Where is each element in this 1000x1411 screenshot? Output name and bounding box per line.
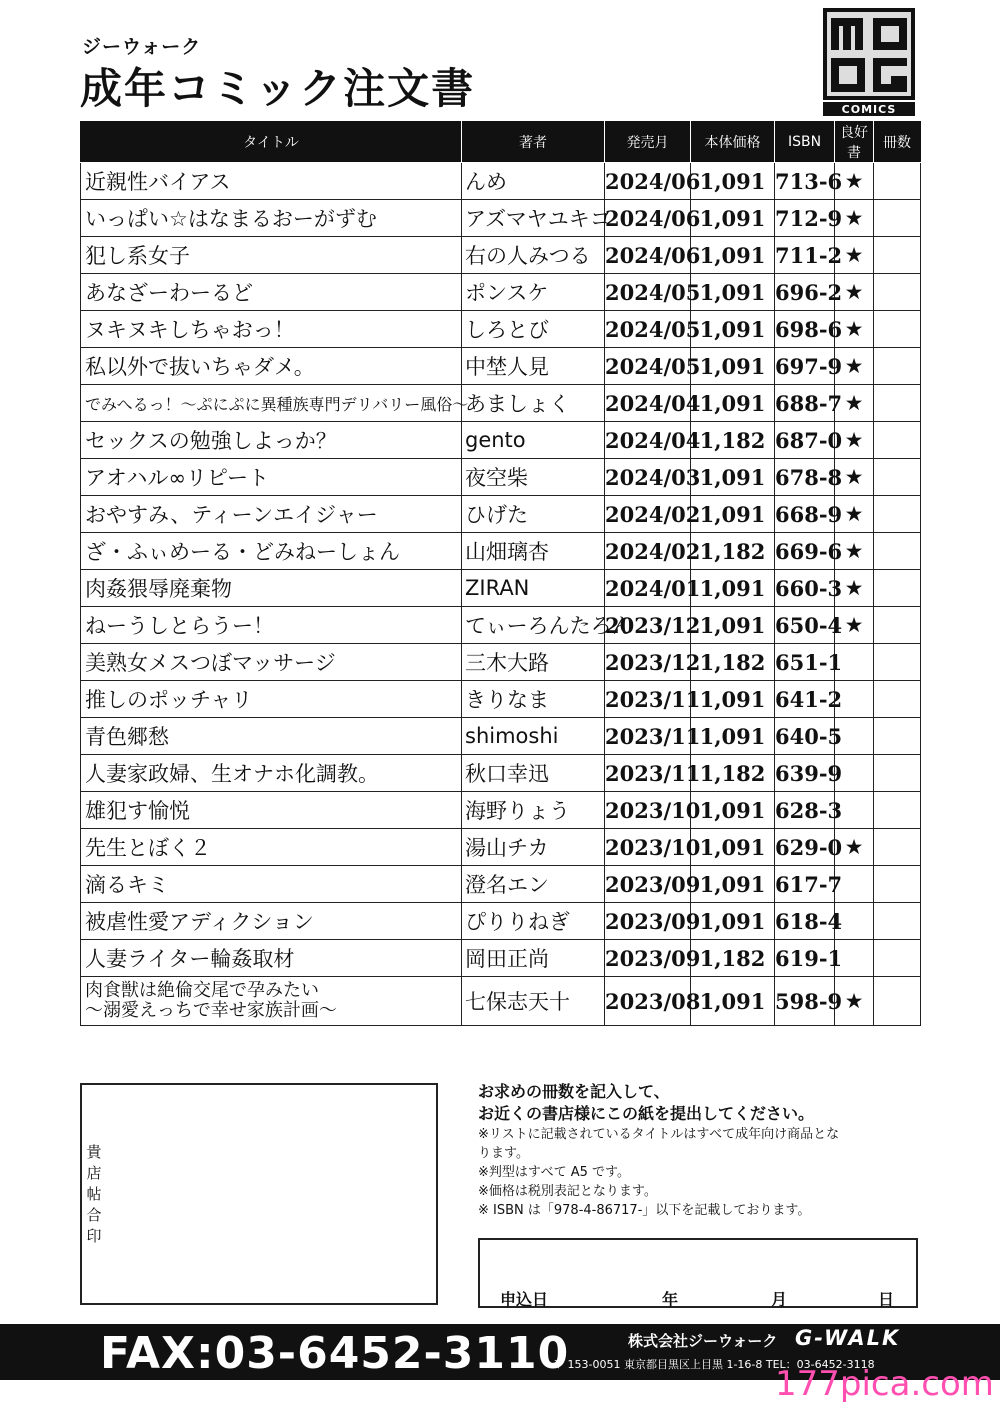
book-price: 1,091 (691, 200, 775, 237)
quantity-cell[interactable] (874, 459, 921, 496)
header-author: 著者 (462, 122, 605, 163)
book-author: 右の人みつる (462, 237, 605, 274)
table-row (81, 755, 921, 792)
recommended-star: ★ (835, 422, 874, 459)
recommended-star: ★ (835, 311, 874, 348)
quantity-cell[interactable] (874, 570, 921, 607)
table-row (81, 829, 921, 866)
quantity-cell[interactable] (874, 163, 921, 200)
page-title: 成年コミック注文書 (80, 64, 476, 113)
note-price: ※価格は税別表記となります。 (478, 1184, 657, 1199)
book-isbn: 639-9 (775, 755, 835, 792)
table-row (81, 607, 921, 644)
table-row (81, 940, 921, 977)
book-author: 夜空柴 (462, 459, 605, 496)
book-isbn: 650-4 (775, 607, 835, 644)
table-row (81, 274, 921, 311)
book-isbn: 651-1 (775, 644, 835, 681)
book-author: 岡田正尚 (462, 940, 605, 977)
release-date: 2023/09 (605, 903, 691, 940)
book-author: gento (462, 422, 605, 459)
instruction-main-1: お求めの冊数を記入して、 (478, 1082, 670, 1101)
release-date: 2023/12 (605, 644, 691, 681)
book-author: 澄名エン (462, 866, 605, 903)
release-date: 2023/10 (605, 829, 691, 866)
book-price: 1,182 (691, 940, 775, 977)
book-title: ねーうしとらうー！ (81, 607, 462, 644)
table-row (81, 311, 921, 348)
release-date: 2024/02 (605, 533, 691, 570)
book-author: あましょく (462, 385, 605, 422)
release-date: 2023/11 (605, 755, 691, 792)
book-title: 青色郷愁 (81, 718, 462, 755)
table-row (81, 385, 921, 422)
release-date: 2024/06 (605, 200, 691, 237)
quantity-cell[interactable] (874, 829, 921, 866)
book-author: ぴりりねぎ (462, 903, 605, 940)
release-date: 2023/09 (605, 866, 691, 903)
table-row (81, 496, 921, 533)
table-row (81, 570, 921, 607)
book-price: 1,091 (691, 311, 775, 348)
book-author: shimoshi (462, 718, 605, 755)
book-price: 1,182 (691, 422, 775, 459)
book-price: 1,091 (691, 163, 775, 200)
book-author: 山畑璃杏 (462, 533, 605, 570)
table-row (81, 977, 921, 1026)
table-row (81, 718, 921, 755)
book-title: 滴るキミ (81, 866, 462, 903)
book-title: ざ・ふぃめーる・どみねーしょん (81, 533, 462, 570)
book-title-line1: 肉食獣は絶倫交尾で孕みたい (85, 980, 319, 1001)
release-date: 2024/05 (605, 274, 691, 311)
quantity-cell[interactable] (874, 940, 921, 977)
book-isbn: 641-2 (775, 681, 835, 718)
book-title: おやすみ、ティーンエイジャー (81, 496, 462, 533)
month-label: 月 (771, 1290, 788, 1309)
publisher-name: ジーウォーク (82, 36, 202, 58)
book-price: 1,091 (691, 718, 775, 755)
book-title (81, 977, 462, 1026)
fax-number: FAX:03-6452-3110 (100, 1328, 570, 1379)
book-price: 1,091 (691, 903, 775, 940)
order-table (80, 121, 921, 1026)
quantity-cell[interactable] (874, 866, 921, 903)
book-title: 人妻家政婦、生オナホ化調教。 (81, 755, 462, 792)
book-title: 犯し系女子 (81, 237, 462, 274)
release-date: 2023/12 (605, 607, 691, 644)
book-author: 七保志天十 (462, 977, 605, 1026)
book-isbn: 619-1 (775, 940, 835, 977)
book-author: 中埜人見 (462, 348, 605, 385)
book-title: 被虐性愛アディクション (81, 903, 462, 940)
quantity-cell[interactable] (874, 348, 921, 385)
book-price: 1,182 (691, 755, 775, 792)
recommended-star: ★ (835, 977, 874, 1026)
note-adult-cont: ります。 (478, 1146, 529, 1161)
recommended-star: ★ (835, 829, 874, 866)
store-stamp-box[interactable] (80, 1083, 438, 1305)
instruction-main-2: お近くの書店様にこの紙を提出してください。 (478, 1104, 815, 1123)
book-author: きりなま (462, 681, 605, 718)
book-price: 1,091 (691, 496, 775, 533)
recommended-star: ★ (835, 163, 874, 200)
table-row (81, 866, 921, 903)
book-title: いっぱい☆はなまるおーがずむ (81, 200, 462, 237)
recommended-star: ★ (835, 274, 874, 311)
book-title: でみへるっ！～ぷにぷに異種族専門デリバリー風俗～ (81, 385, 462, 422)
book-isbn: 713-6 (775, 163, 835, 200)
book-author: アズマヤユキコ (462, 200, 605, 237)
release-date: 2024/04 (605, 385, 691, 422)
book-price: 1,091 (691, 866, 775, 903)
table-row (81, 903, 921, 940)
stamp-char: 店 (86, 1164, 102, 1182)
book-price: 1,091 (691, 681, 775, 718)
stamp-char: 合 (86, 1206, 102, 1224)
book-isbn: 668-9 (775, 496, 835, 533)
book-title: 美熟女メスつぼマッサージ (81, 644, 462, 681)
book-isbn: 697-9 (775, 348, 835, 385)
book-price: 1,091 (691, 385, 775, 422)
book-author: 秋口幸迅 (462, 755, 605, 792)
release-date: 2024/05 (605, 311, 691, 348)
header-price: 本体価格 (691, 122, 775, 163)
note-adult: ※リストに記載されているタイトルはすべて成年向け商品とな (478, 1127, 840, 1142)
header-title: タイトル (81, 122, 462, 163)
book-author: てぃーろんたろん (462, 607, 605, 644)
book-price: 1,091 (691, 607, 775, 644)
release-date: 2023/11 (605, 681, 691, 718)
table-row (81, 681, 921, 718)
instructions (478, 1081, 928, 1220)
moog-comics-logo (823, 8, 915, 116)
company-address: 〒 153-0051 東京都目黒区上目黒 1-16-8 TEL：03-6452-3118 (553, 1358, 875, 1371)
table-row (81, 200, 921, 237)
book-title: 先生とぼく２ (81, 829, 462, 866)
book-author: 海野りょう (462, 792, 605, 829)
release-date: 2024/06 (605, 237, 691, 274)
quantity-cell[interactable] (874, 311, 921, 348)
quantity-cell[interactable] (874, 237, 921, 274)
book-title: 人妻ライター輪姦取材 (81, 940, 462, 977)
book-title: 私以外で抜いちゃダメ。 (81, 348, 462, 385)
book-author: ZIRAN (462, 570, 605, 607)
book-title: アオハル∞リピート (81, 459, 462, 496)
book-price: 1,091 (691, 274, 775, 311)
release-date: 2024/06 (605, 163, 691, 200)
release-date: 2024/03 (605, 459, 691, 496)
book-title: セックスの勉強しよっか？ (81, 422, 462, 459)
book-price: 1,091 (691, 237, 775, 274)
book-author: んめ (462, 163, 605, 200)
company-name: 株式会社ジーウォーク (628, 1332, 778, 1350)
table-row (81, 533, 921, 570)
quantity-cell[interactable] (874, 644, 921, 681)
table-row (81, 237, 921, 274)
book-price: 1,091 (691, 829, 775, 866)
brand-logo: G-WALK (795, 1326, 901, 1350)
book-title: あなざーわーるど (81, 274, 462, 311)
book-title: 雄犯す愉悦 (81, 792, 462, 829)
store-stamp-label (84, 1142, 104, 1247)
quantity-cell[interactable] (874, 422, 921, 459)
book-price: 1,182 (691, 533, 775, 570)
book-isbn: 629-0 (775, 829, 835, 866)
header-isbn: ISBN (775, 122, 835, 163)
book-price: 1,091 (691, 792, 775, 829)
header-release: 発売月 (605, 122, 691, 163)
quantity-cell[interactable] (874, 903, 921, 940)
book-price: 1,182 (691, 644, 775, 681)
order-date-label: 申込日 (500, 1290, 549, 1309)
table-row (81, 422, 921, 459)
release-date: 2023/11 (605, 718, 691, 755)
recommended-star: ★ (835, 570, 874, 607)
book-isbn: 687-0 (775, 422, 835, 459)
book-isbn: 712-9 (775, 200, 835, 237)
recommended-star: ★ (835, 533, 874, 570)
quantity-cell[interactable] (874, 755, 921, 792)
table-row (81, 644, 921, 681)
stamp-char: 貴 (86, 1143, 102, 1161)
header-quantity: 冊数 (874, 122, 921, 163)
recommended-star: ★ (835, 607, 874, 644)
table-row (81, 163, 921, 200)
book-title: 肉姦猥辱廃棄物 (81, 570, 462, 607)
quantity-cell[interactable] (874, 385, 921, 422)
release-date: 2023/08 (605, 977, 691, 1026)
book-price: 1,091 (691, 459, 775, 496)
logo-sub-text: COMICS (841, 103, 897, 116)
book-price: 1,091 (691, 570, 775, 607)
recommended-star: ★ (835, 459, 874, 496)
release-date: 2024/02 (605, 496, 691, 533)
table-header-row (81, 122, 921, 163)
table-row (81, 348, 921, 385)
note-isbn: ※ ISBN は「978-4-86717-」以下を記載しております。 (478, 1203, 811, 1218)
book-price: 1,091 (691, 348, 775, 385)
book-isbn: 617-7 (775, 866, 835, 903)
quantity-cell[interactable] (874, 681, 921, 718)
book-isbn: 696-2 (775, 274, 835, 311)
table-row (81, 459, 921, 496)
quantity-cell[interactable] (874, 977, 921, 1026)
recommended-star: ★ (835, 237, 874, 274)
release-date: 2024/04 (605, 422, 691, 459)
stamp-char: 印 (86, 1227, 102, 1245)
recommended-star: ★ (835, 200, 874, 237)
release-date: 2023/10 (605, 792, 691, 829)
book-isbn: 669-6 (775, 533, 835, 570)
book-isbn: 688-7 (775, 385, 835, 422)
book-price: 1,091 (691, 977, 775, 1026)
quantity-cell[interactable] (874, 607, 921, 644)
book-isbn: 628-3 (775, 792, 835, 829)
book-title: 近親性バイアス (81, 163, 462, 200)
book-author: 三木大路 (462, 644, 605, 681)
quantity-cell[interactable] (874, 496, 921, 533)
quantity-cell[interactable] (874, 200, 921, 237)
quantity-cell[interactable] (874, 533, 921, 570)
quantity-cell[interactable] (874, 274, 921, 311)
recommended-star: ★ (835, 348, 874, 385)
quantity-cell[interactable] (874, 792, 921, 829)
book-isbn: 711-2 (775, 237, 835, 274)
release-date: 2024/05 (605, 348, 691, 385)
note-format: ※判型はすべて A5 です。 (478, 1165, 631, 1180)
book-isbn: 598-9 (775, 977, 835, 1026)
watermark: 177pica.com (775, 1364, 994, 1404)
header-recommended: 良好書 (835, 122, 874, 163)
book-title: 推しのポッチャリ (81, 681, 462, 718)
quantity-cell[interactable] (874, 718, 921, 755)
order-rows (81, 163, 921, 1026)
release-date: 2024/01 (605, 570, 691, 607)
book-isbn: 678-8 (775, 459, 835, 496)
book-title-line2: ～溺愛えっちで幸せ家族計画～ (85, 1000, 337, 1021)
book-isbn: 660-3 (775, 570, 835, 607)
stamp-char: 帖 (86, 1185, 102, 1203)
book-author: ポンスケ (462, 274, 605, 311)
book-title: ヌキヌキしちゃおっ！ (81, 311, 462, 348)
recommended-star: ★ (835, 496, 874, 533)
book-isbn: 640-5 (775, 718, 835, 755)
release-date: 2023/09 (605, 940, 691, 977)
book-isbn: 618-4 (775, 903, 835, 940)
year-label: 年 (662, 1290, 679, 1309)
book-author: ひげた (462, 496, 605, 533)
table-row (81, 792, 921, 829)
book-author: 湯山チカ (462, 829, 605, 866)
book-author: しろとび (462, 311, 605, 348)
day-label: 日 (878, 1290, 895, 1309)
recommended-star: ★ (835, 385, 874, 422)
book-isbn: 698-6 (775, 311, 835, 348)
